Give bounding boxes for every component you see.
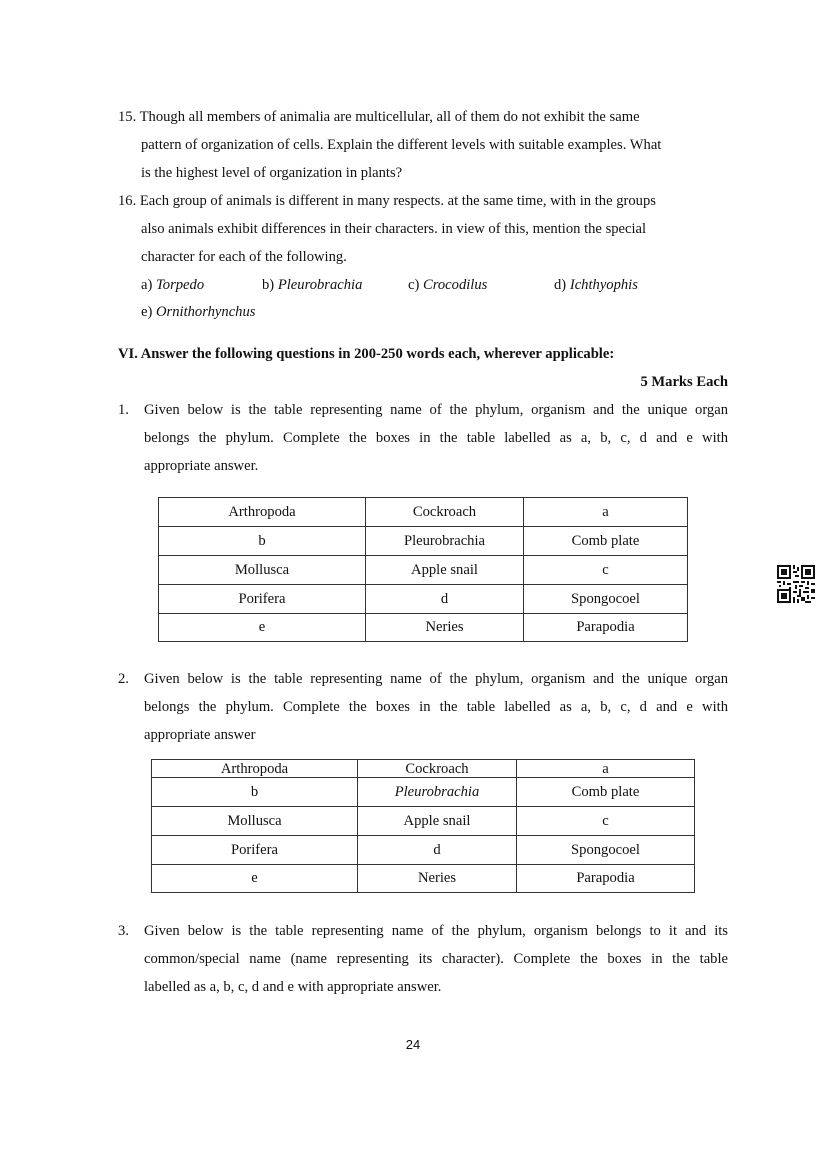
table-cell: Apple snail — [358, 807, 517, 836]
table-cell: Spongocoel — [524, 585, 688, 614]
table-cell: Parapodia — [524, 614, 688, 642]
q15-line-2: pattern of organization of cells. Explain the different levels with suitable examples. What — [141, 137, 662, 153]
q1-number: 1. — [118, 402, 129, 418]
q16-option-e — [141, 303, 255, 321]
table-row — [159, 585, 688, 614]
table-row — [152, 760, 695, 778]
q16-option-b-text: Pleurobrachia — [277, 277, 363, 293]
table-cell: Mollusca — [152, 807, 358, 836]
q15-line-1: 15. Though all members of animalia are multicellular, all of them do not exhibit the same — [118, 109, 640, 125]
table-cell: b — [152, 778, 358, 807]
table-cell: d — [366, 585, 524, 614]
table-cell: Porifera — [152, 836, 358, 865]
table-cell: Pleurobrachia — [366, 527, 524, 556]
section-heading: VI. Answer the following questions in 200-250 words each, wherever applicable: — [118, 346, 615, 362]
q16-option-b — [262, 276, 362, 294]
q16-option-a-label: a) — [141, 277, 153, 293]
q3-number: 3. — [118, 923, 129, 939]
q16-option-a — [141, 276, 204, 294]
table-cell: Neries — [358, 865, 517, 893]
table-row — [152, 778, 695, 807]
table-row — [159, 614, 688, 642]
table-row — [159, 498, 688, 527]
table-cell: Neries — [366, 614, 524, 642]
q3-line-2: common/special name (name representing its character). Complete the boxes in the table — [144, 951, 728, 967]
q1-line-2: belongs the phylum. Complete the boxes in the table labelled as a, b, c, d and e with — [144, 430, 728, 446]
q16-option-d — [554, 276, 638, 294]
q1-line-1: Given below is the table representing name of the phylum, organism and the unique organ — [144, 402, 728, 418]
table-cell: Arthropoda — [159, 498, 366, 527]
q16-option-e-label: e) — [141, 304, 153, 320]
table-cell: Apple snail — [366, 556, 524, 585]
table-cell: a — [524, 498, 688, 527]
q2-line-1: Given below is the table representing name of the phylum, organism and the unique organ — [144, 671, 728, 687]
table-cell: d — [358, 836, 517, 865]
q16-line-3: character for each of the following. — [141, 249, 347, 265]
table-cell: b — [159, 527, 366, 556]
table-cell: Spongocoel — [517, 836, 695, 865]
table-cell: c — [524, 556, 688, 585]
q1-line-3: appropriate answer. — [144, 458, 259, 474]
q16-line-2: also animals exhibit differences in their characters. in view of this, mention the special — [141, 221, 647, 237]
table-cell: Mollusca — [159, 556, 366, 585]
table-cell: e — [159, 614, 366, 642]
q2-line-2: belongs the phylum. Complete the boxes in the table labelled as a, b, c, d and e with — [144, 699, 728, 715]
q16-option-d-text: Ichthyophis — [569, 277, 638, 293]
marks-label: 5 Marks Each — [640, 374, 728, 390]
table-cell: Comb plate — [524, 527, 688, 556]
table-cell: Cockroach — [358, 760, 517, 778]
table-cell: a — [517, 760, 695, 778]
table-row — [152, 865, 695, 893]
page-number: 24 — [405, 1037, 421, 1052]
q16-option-b-label: b) — [262, 277, 275, 293]
q2-table — [151, 759, 695, 893]
table-cell: Comb plate — [517, 778, 695, 807]
table-row — [159, 556, 688, 585]
q16-line-1: 16. Each group of animals is different in many respects. at the same time, with in the groups — [118, 193, 656, 209]
table-cell: e — [152, 865, 358, 893]
qr-code-icon — [777, 565, 815, 603]
q16-option-d-label: d) — [554, 277, 567, 293]
q16-option-a-text: Torpedo — [156, 277, 205, 293]
table-row — [152, 807, 695, 836]
table-cell: Parapodia — [517, 865, 695, 893]
table-cell: c — [517, 807, 695, 836]
table-cell: Arthropoda — [152, 760, 358, 778]
q15-line-3: is the highest level of organization in plants? — [141, 165, 403, 181]
q2-number: 2. — [118, 671, 129, 687]
q2-line-3: appropriate answer — [144, 727, 256, 743]
table-cell: Pleurobrachia — [358, 778, 517, 807]
q3-line-3: labelled as a, b, c, d and e with appropriate answer. — [144, 979, 442, 995]
q16-option-c-label: c) — [408, 277, 420, 293]
q16-option-c-text: Crocodilus — [423, 277, 488, 293]
q3-line-1: Given below is the table representing name of the phylum, organism belongs to it and its — [144, 923, 728, 939]
table-cell: Cockroach — [366, 498, 524, 527]
table-row — [152, 836, 695, 865]
q16-option-e-text: Ornithorhynchus — [156, 304, 256, 320]
table-cell: Porifera — [159, 585, 366, 614]
q1-table — [158, 497, 688, 642]
q16-option-c — [408, 276, 487, 294]
table-row — [159, 527, 688, 556]
